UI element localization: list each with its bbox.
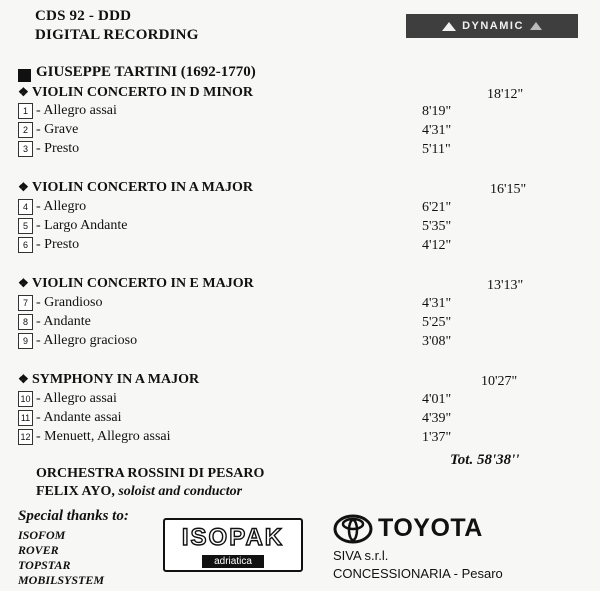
isopak-logo-text: ISOPAK — [181, 524, 285, 551]
track-row — [18, 237, 79, 253]
track-row — [18, 391, 117, 407]
dealer-name: SIVA s.r.l. — [333, 548, 389, 563]
track-title: - Presto — [36, 141, 80, 156]
conductor-role: soloist and conductor — [118, 484, 243, 499]
track-row — [18, 218, 128, 234]
track-number: 8 — [18, 314, 33, 330]
conductor-credit — [36, 484, 242, 500]
work-title-text: SYMPHONY IN A MAJOR — [32, 372, 200, 387]
triangle-icon — [530, 22, 542, 30]
diamond-bullet-icon: ❖ — [18, 276, 29, 290]
work-total: 18'12" — [487, 87, 524, 102]
track-duration: 8'19" — [422, 104, 452, 119]
work-total: 13'13" — [487, 278, 524, 293]
track-duration: 4'31" — [422, 296, 452, 311]
work-title — [18, 85, 253, 101]
diamond-bullet-icon: ❖ — [18, 180, 29, 194]
track-title: - Andante assai — [36, 410, 122, 425]
work-title-text: VIOLIN CONCERTO IN E MAJOR — [32, 276, 254, 291]
track-duration: 4'39" — [422, 411, 452, 426]
sponsor-name: ISOFOM — [18, 528, 66, 542]
diamond-bullet-icon: ❖ — [18, 372, 29, 386]
track-duration: 5'25" — [422, 315, 452, 330]
conductor-name: FELIX AYO, — [36, 484, 115, 499]
isopak-logo-subtext: adriatica — [202, 555, 264, 568]
track-title: - Presto — [36, 237, 80, 252]
track-duration: 3'08" — [422, 334, 452, 349]
dynamic-logo — [406, 14, 578, 38]
track-duration: 4'31" — [422, 123, 452, 138]
triangle-icon — [442, 22, 456, 31]
track-title: - Menuett, Allegro assai — [36, 429, 171, 444]
track-row — [18, 103, 117, 119]
track-number: 6 — [18, 237, 33, 253]
track-row — [18, 333, 137, 349]
work-title — [18, 276, 254, 292]
track-row — [18, 295, 103, 311]
track-number: 1 — [18, 103, 33, 119]
track-row — [18, 199, 86, 215]
work-title-text: VIOLIN CONCERTO IN A MAJOR — [32, 180, 253, 195]
isopak-logo — [163, 518, 303, 572]
work-total: 16'15" — [490, 182, 527, 197]
track-row — [18, 122, 78, 138]
thanks-title: Special thanks to: — [18, 508, 129, 524]
track-number: 7 — [18, 295, 33, 311]
track-number: 9 — [18, 333, 33, 349]
work-title — [18, 372, 199, 388]
track-title: - Allegro assai — [36, 391, 117, 406]
toyota-wordmark: TOYOTA — [378, 514, 483, 542]
track-number: 11 — [18, 410, 33, 426]
track-row — [18, 410, 122, 426]
sponsor-name: MOBILSYSTEM — [18, 573, 105, 587]
track-number: 4 — [18, 199, 33, 215]
track-title: - Allegro gracioso — [36, 333, 138, 348]
diamond-bullet-icon: ❖ — [18, 85, 29, 99]
track-number: 3 — [18, 141, 33, 157]
dynamic-logo-text: DYNAMIC — [462, 20, 524, 32]
track-row — [18, 141, 79, 157]
track-duration: 1'37" — [422, 430, 452, 445]
track-duration: 4'01" — [422, 392, 452, 407]
track-title: - Allegro assai — [36, 103, 117, 118]
work-title-text: VIOLIN CONCERTO IN D MINOR — [32, 85, 253, 100]
track-duration: 6'21" — [422, 200, 452, 215]
grand-total: Tot. 58'38'' — [450, 452, 520, 468]
track-title: - Andante — [36, 314, 91, 329]
recording-type: DIGITAL RECORDING — [35, 27, 199, 43]
dealer-location: CONCESSIONARIA - Pesaro — [333, 566, 503, 581]
track-duration: 5'35" — [422, 219, 452, 234]
square-bullet-icon — [18, 69, 31, 82]
track-row — [18, 314, 91, 330]
work-title — [18, 180, 253, 196]
sponsor-name: ROVER — [18, 543, 59, 557]
composer-heading: GIUSEPPE TARTINI (1692-1770) — [36, 64, 256, 80]
track-duration: 4'12" — [422, 238, 452, 253]
track-number: 12 — [18, 429, 33, 445]
track-title: - Largo Andante — [36, 218, 128, 233]
track-title: - Grandioso — [36, 295, 103, 310]
track-row — [18, 429, 171, 445]
track-number: 5 — [18, 218, 33, 234]
track-number: 2 — [18, 122, 33, 138]
catalog-number: CDS 92 - DDD — [35, 8, 132, 24]
sponsor-name: TOPSTAR — [18, 558, 71, 572]
track-title: - Grave — [36, 122, 79, 137]
track-title: - Allegro — [36, 199, 87, 214]
track-duration: 5'11" — [422, 142, 451, 157]
orchestra-name: ORCHESTRA ROSSINI DI PESARO — [36, 466, 265, 481]
track-number: 10 — [18, 391, 33, 407]
toyota-emblem-icon — [333, 514, 373, 549]
work-total: 10'27" — [481, 374, 518, 389]
